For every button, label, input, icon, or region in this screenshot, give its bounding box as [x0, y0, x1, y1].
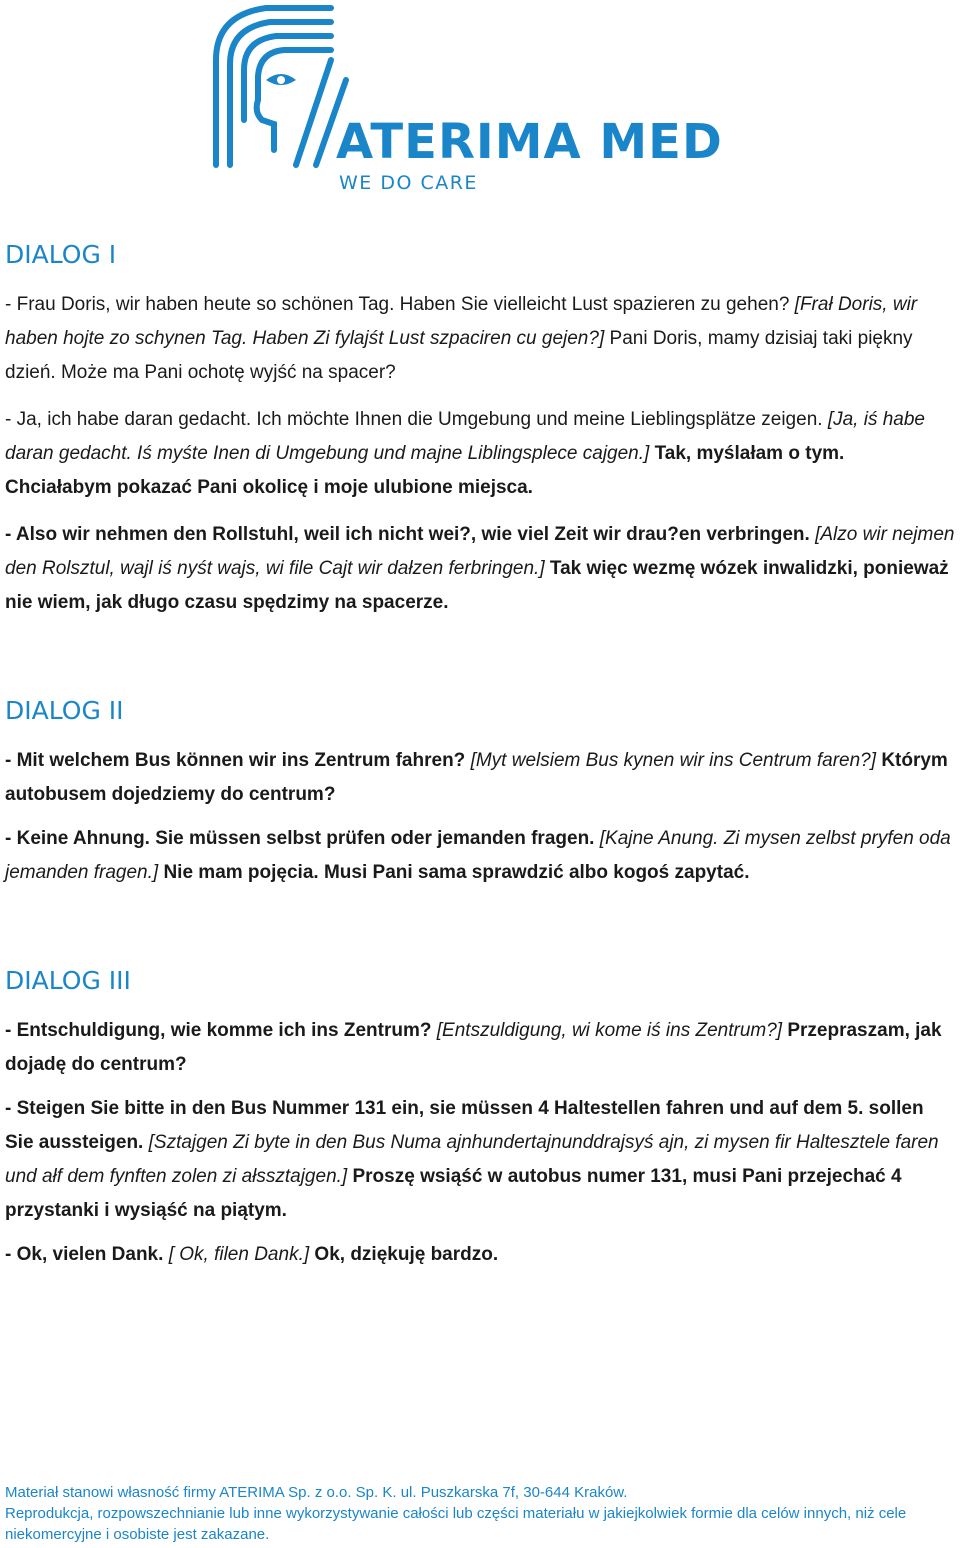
- german-text: - Keine Ahnung. Sie müssen selbst prüfen oder jemanden fragen.: [5, 828, 595, 849]
- transcription-text: [ Ok, filen Dank.]: [168, 1244, 310, 1265]
- dialog-line: [5, 1092, 955, 1228]
- dialog-section-3: [5, 966, 955, 1272]
- section-title: DIALOG II: [5, 696, 124, 725]
- polish-text: Proszę wsiąść w autobus numer 131, musi Pani przejechać 4 przystanki i wysiąść na piątym.: [5, 1166, 902, 1221]
- transcription-text: [Alzo wir nejmen den Rolsztul, wajl iś nyśt wajs, wi file Cajt wir dałzen ferbringen.]: [5, 524, 955, 579]
- section-title: DIALOG III: [5, 966, 131, 995]
- dialog-line: [5, 744, 955, 812]
- dialog-content: [5, 240, 955, 1285]
- transcription-text: [Kajne Anung. Zi mysen zelbst pryfen oda jemanden fragen.]: [5, 828, 951, 883]
- dialog-line: [5, 288, 955, 390]
- german-text: - Steigen Sie bitte in den Bus Nummer 131 ein, sie müssen 4 Haltestellen fahren und auf dem 5. sollen Sie aussteigen.: [5, 1098, 924, 1153]
- dialog-line: [5, 822, 955, 890]
- company-logo: [196, 0, 776, 200]
- transcription-text: [Ja, iś habe daran gedacht. Iś myśte Inen di Umgebung und majne Liblingsplece cajgen.]: [5, 409, 925, 464]
- section-title: DIALOG I: [5, 240, 117, 269]
- german-text: - Ok, vielen Dank.: [5, 1244, 164, 1265]
- dialog-line: [5, 1238, 955, 1272]
- german-text: - Also wir nehmen den Rollstuhl, weil ich nicht wei?, wie viel Zeit wir drau?en verbringen.: [5, 524, 810, 545]
- polish-text: Którym autobusem dojedziemy do centrum?: [5, 750, 948, 805]
- footer-reproduction-notice: Reprodukcja, rozpowszechnianie lub inne wykorzystywanie całości lub części materiału w jakiejkolwiek formie dla celów innych, niż cele niekomercyjne i osobiste jest zakazane.: [5, 1505, 907, 1543]
- transcription-text: [Frał Doris, wir haben hojte zo schynen Tag. Haben Zi fylajśt Lust szpaciren cu gejen?]: [5, 294, 918, 349]
- german-text: - Mit welchem Bus können wir ins Zentrum fahren?: [5, 750, 466, 771]
- dialog-line: [5, 518, 955, 620]
- copyright-footer: [5, 1482, 957, 1545]
- transcription-text: [Entszuldigung, wi kome iś ins Zentrum?]: [436, 1020, 783, 1041]
- german-text: - Ja, ich habe daran gedacht. Ich möchte Ihnen die Umgebung und meine Lieblingsplätze zeigen.: [5, 409, 823, 430]
- polish-text: Ok, dziękuję bardzo.: [314, 1244, 499, 1265]
- polish-text: Nie mam pojęcia. Musi Pani sama sprawdzić albo kogoś zapytać.: [163, 862, 750, 883]
- brand-tagline: WE DO CARE: [339, 172, 478, 194]
- transcription-text: [Myt welsiem Bus kynen wir ins Centrum faren?]: [470, 750, 877, 771]
- brand-name: ATERIMA MED: [336, 114, 723, 170]
- dialog-line: [5, 1014, 955, 1082]
- dialog-line: [5, 403, 955, 505]
- polish-text: Tak więc wezmę wózek inwalidzki, ponieważ nie wiem, jak długo czasu spędzimy na spacerze.: [5, 558, 949, 613]
- polish-text: Przepraszam, jak dojadę do centrum?: [5, 1020, 942, 1075]
- polish-text: Pani Doris, mamy dzisiaj taki piękny dzień. Może ma Pani ochotę wyjść na spacer?: [5, 328, 913, 383]
- polish-text: Tak, myślałam o tym. Chciałabym pokazać Pani okolicę i moje ulubione miejsca.: [5, 443, 845, 498]
- dialog-section-2: [5, 696, 955, 890]
- footer-ownership: Materiał stanowi własność firmy ATERIMA Sp. z o.o. Sp. K. ul. Puszkarska 7f, 30-644 Kraków.: [5, 1484, 628, 1501]
- german-text: - Entschuldigung, wie komme ich ins Zentrum?: [5, 1020, 432, 1041]
- german-text: - Frau Doris, wir haben heute so schönen Tag. Haben Sie vielleicht Lust spazieren zu gehen?: [5, 294, 790, 315]
- dialog-section-1: [5, 240, 955, 620]
- transcription-text: [Sztajgen Zi byte in den Bus Numa ajnhundertajnunddrajsyś ajn, zi mysen fir Haltesztele faren und ałf dem fynften zolen zi ałssztajgen.]: [5, 1132, 939, 1187]
